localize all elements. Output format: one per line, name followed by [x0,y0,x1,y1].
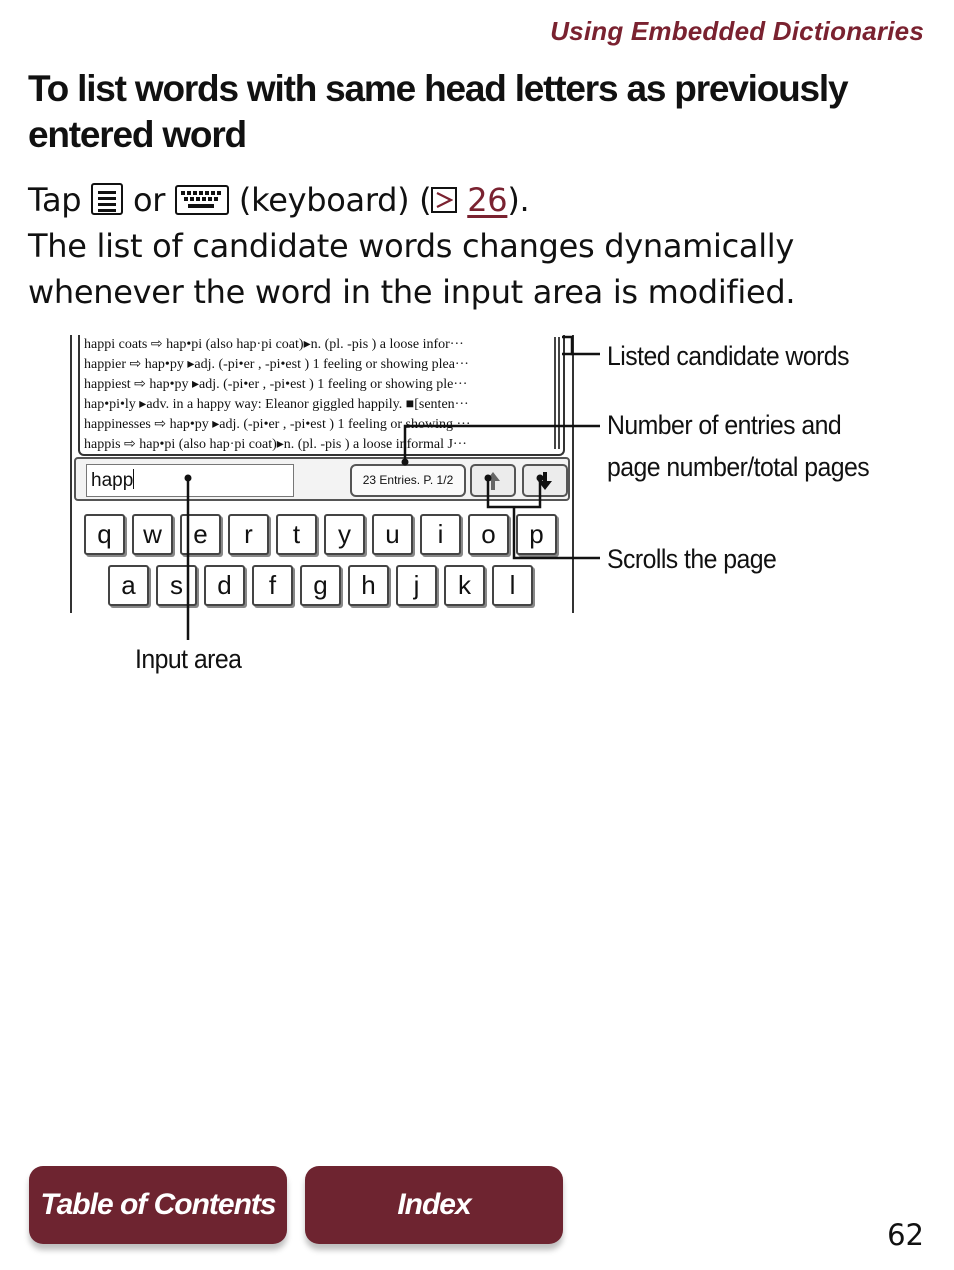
key-r[interactable]: r [228,514,269,555]
key-t[interactable]: t [276,514,317,555]
key-y[interactable]: y [324,514,365,555]
key-e[interactable]: e [180,514,221,555]
key-k[interactable]: k [444,565,485,606]
callout-candidates: Listed candidate words [607,341,849,371]
tap-word: Tap [28,181,82,219]
key-d[interactable]: d [204,565,245,606]
instruction-line-3: whenever the word in the input area is modified. [28,273,796,311]
scroll-leader [488,478,540,507]
title-line-2: entered word [28,114,246,155]
key-g[interactable]: g [300,565,341,606]
list-item[interactable]: happis ⇨ hap•pi (also hap·pi coat)▸n. (pl. -pis ) a loose informal J··· [84,437,467,452]
key-w[interactable]: w [132,514,173,555]
key-j[interactable]: j [396,565,437,606]
index-button[interactable]: Index [305,1166,563,1244]
candidates-leader [562,337,600,354]
entries-dot [402,459,409,466]
list-item[interactable]: happinesses ⇨ hap•py ▸adj. (-pi•er , -pi•est ) 1 feeling or showing ··· [84,417,471,432]
key-h[interactable]: h [348,565,389,606]
close-paren: ). [507,181,530,219]
key-s[interactable]: s [156,565,197,606]
key-l[interactable]: l [492,565,533,606]
callout-entries-line1: Number of entries and [607,410,842,440]
or-word: or [133,181,166,219]
list-item[interactable]: happier ⇨ hap•py ▸adj. (-pi•er , -pi•est ) 1 feeling or showing plea··· [84,357,469,372]
scroll-leader-down [514,507,600,558]
page-reference-link[interactable]: 26 [467,181,508,219]
callout-entries-line2: page number/total pages [607,452,870,482]
callout-input-area: Input area [135,644,242,674]
keyboard-label: (keyboard) ( [238,181,432,219]
key-u[interactable]: u [372,514,413,555]
input-dot [185,475,192,482]
key-o[interactable]: o [468,514,509,555]
key-p[interactable]: p [516,514,557,555]
scroll-down-dot [537,475,544,482]
entries-page-indicator: 23 Entries. P. 1/2 [350,464,466,497]
page-number: 62 [887,1218,924,1252]
list-item[interactable]: happiest ⇨ hap•py ▸adj. (-pi•er , -pi•est ) 1 feeling or showing ple··· [84,377,468,392]
key-q[interactable]: q [84,514,125,555]
list-item[interactable]: hap•pi•ly ▸adv. in a happy way: Eleanor giggled happily. ■[senten··· [84,397,469,412]
running-head: Using Embedded Dictionaries [550,16,924,46]
list-item[interactable]: happi coats ⇨ hap•pi (also hap·pi coat)▸n. (pl. -pis ) a loose infor··· [84,337,464,352]
key-a[interactable]: a [108,565,149,606]
entries-leader [405,426,600,462]
scroll-up-dot [485,475,492,482]
key-f[interactable]: f [252,565,293,606]
input-value: happ [91,470,134,491]
instruction-line-2: The list of candidate words changes dynamically [28,227,795,265]
key-i[interactable]: i [420,514,461,555]
callout-scrolls: Scrolls the page [607,544,777,574]
table-of-contents-button[interactable]: Table of Contents [29,1166,287,1244]
title-line-1: To list words with same head letters as previously [28,68,848,109]
